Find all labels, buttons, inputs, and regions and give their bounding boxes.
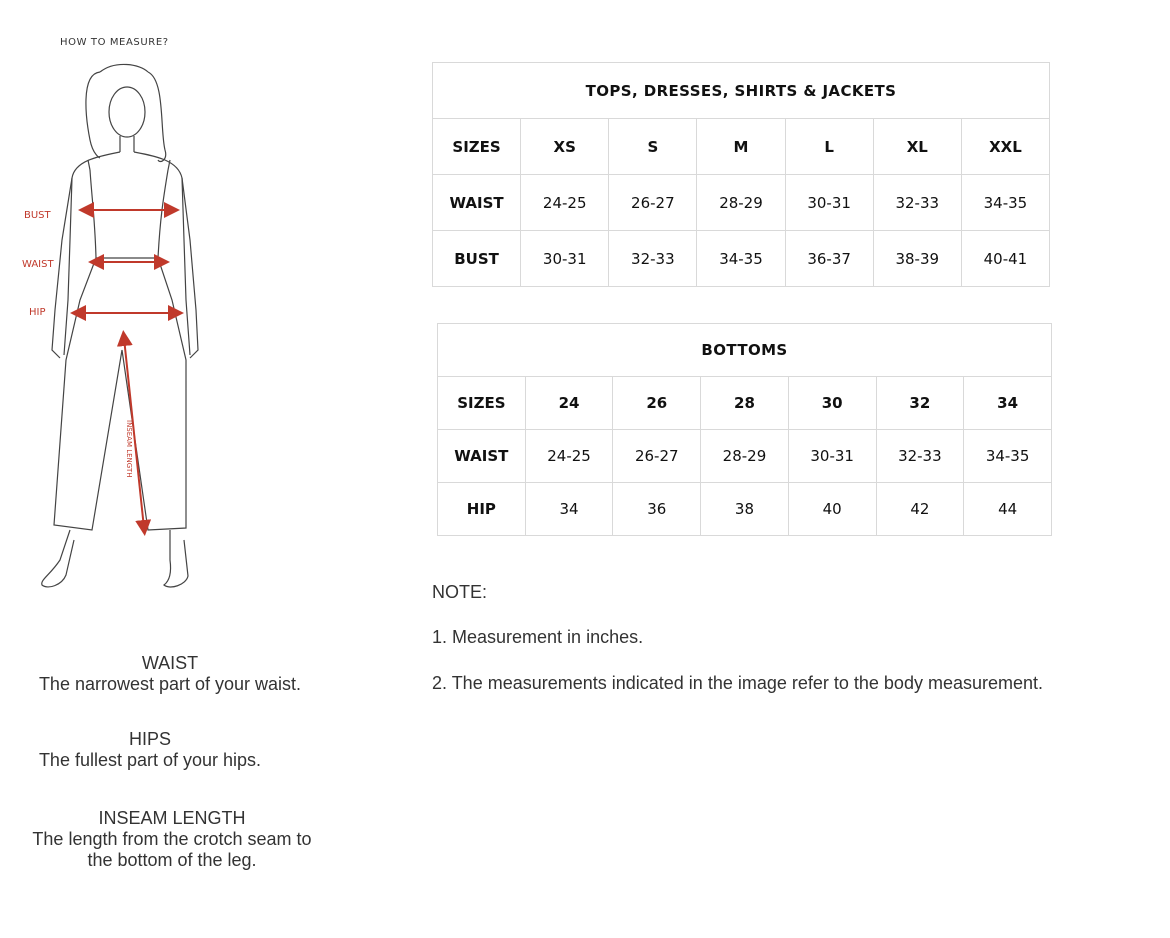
table-header-cell: L bbox=[785, 119, 873, 175]
table-row-header: WAIST bbox=[433, 175, 521, 231]
table-row-header: BUST bbox=[433, 231, 521, 287]
how-to-measure-title: HOW TO MEASURE? bbox=[60, 37, 169, 48]
bottoms-size-table bbox=[437, 323, 1052, 536]
table-header-cell: S bbox=[609, 119, 697, 175]
table-cell: 38-39 bbox=[873, 231, 961, 287]
table-cell: 32-33 bbox=[876, 430, 964, 483]
table-cell: 34-35 bbox=[964, 430, 1052, 483]
table-cell: 34-35 bbox=[697, 231, 785, 287]
table-header-cell: XS bbox=[521, 119, 609, 175]
definition-text: The narrowest part of your waist. bbox=[38, 674, 302, 694]
table-cell: 40-41 bbox=[961, 231, 1049, 287]
table-cell: 24-25 bbox=[521, 175, 609, 231]
tops-table-title: TOPS, DRESSES, SHIRTS & JACKETS bbox=[433, 63, 1050, 119]
definition-text: The fullest part of your hips. bbox=[38, 750, 262, 770]
table-cell: 34-35 bbox=[961, 175, 1049, 231]
table-cell: 30-31 bbox=[785, 175, 873, 231]
hip-label: HIP bbox=[29, 307, 46, 318]
definition-title: HIPS bbox=[128, 729, 171, 749]
table-cell: 26-27 bbox=[613, 430, 701, 483]
table-cell: 44 bbox=[964, 483, 1052, 536]
table-cell: 28-29 bbox=[701, 430, 789, 483]
table-header-cell: M bbox=[697, 119, 785, 175]
table-cell: 28-29 bbox=[697, 175, 785, 231]
table-row bbox=[438, 377, 1052, 430]
table-row bbox=[438, 483, 1052, 536]
table-cell: 34 bbox=[525, 483, 613, 536]
table-cell: 40 bbox=[788, 483, 876, 536]
bottoms-table-title: BOTTOMS bbox=[438, 324, 1052, 377]
definition-title: WAIST bbox=[141, 653, 199, 673]
table-row-header: HIP bbox=[438, 483, 526, 536]
note-heading: NOTE: bbox=[432, 582, 488, 602]
table-cell: 30-31 bbox=[788, 430, 876, 483]
table-cell: 38 bbox=[701, 483, 789, 536]
table-header-cell: SIZES bbox=[438, 377, 526, 430]
definition-title: INSEAM LENGTH bbox=[98, 808, 246, 828]
bust-label: BUST bbox=[24, 210, 51, 221]
note-item: 1. Measurement in inches. bbox=[432, 627, 644, 647]
table-row bbox=[433, 175, 1050, 231]
table-row bbox=[438, 430, 1052, 483]
table-header-cell: 28 bbox=[701, 377, 789, 430]
table-header-cell: XL bbox=[873, 119, 961, 175]
body-figure-illustration bbox=[0, 60, 210, 600]
table-cell: 32-33 bbox=[609, 231, 697, 287]
table-row bbox=[433, 119, 1050, 175]
table-cell: 42 bbox=[876, 483, 964, 536]
table-header-cell: 26 bbox=[613, 377, 701, 430]
table-row bbox=[433, 231, 1050, 287]
table-cell: 26-27 bbox=[609, 175, 697, 231]
waist-label: WAIST bbox=[22, 259, 54, 270]
table-cell: 36 bbox=[613, 483, 701, 536]
table-cell: 24-25 bbox=[525, 430, 613, 483]
definition-hips bbox=[0, 729, 300, 771]
table-cell: 30-31 bbox=[521, 231, 609, 287]
definition-inseam bbox=[22, 808, 322, 871]
note-item: 2. The measurements indicated in the image refer to the body measurement. bbox=[432, 673, 1043, 693]
table-header-cell: 34 bbox=[964, 377, 1052, 430]
table-header-cell: XXL bbox=[961, 119, 1049, 175]
table-cell: 36-37 bbox=[785, 231, 873, 287]
definition-waist bbox=[20, 653, 320, 695]
table-header-cell: 24 bbox=[525, 377, 613, 430]
inseam-label: INSEAM LENGTH bbox=[125, 420, 133, 478]
definition-text: The length from the crotch seam to the bottom of the leg. bbox=[32, 829, 312, 870]
table-row-header: WAIST bbox=[438, 430, 526, 483]
table-header-cell: 30 bbox=[788, 377, 876, 430]
tops-size-table bbox=[432, 62, 1050, 287]
table-cell: 32-33 bbox=[873, 175, 961, 231]
table-header-cell: 32 bbox=[876, 377, 964, 430]
table-header-cell: SIZES bbox=[433, 119, 521, 175]
